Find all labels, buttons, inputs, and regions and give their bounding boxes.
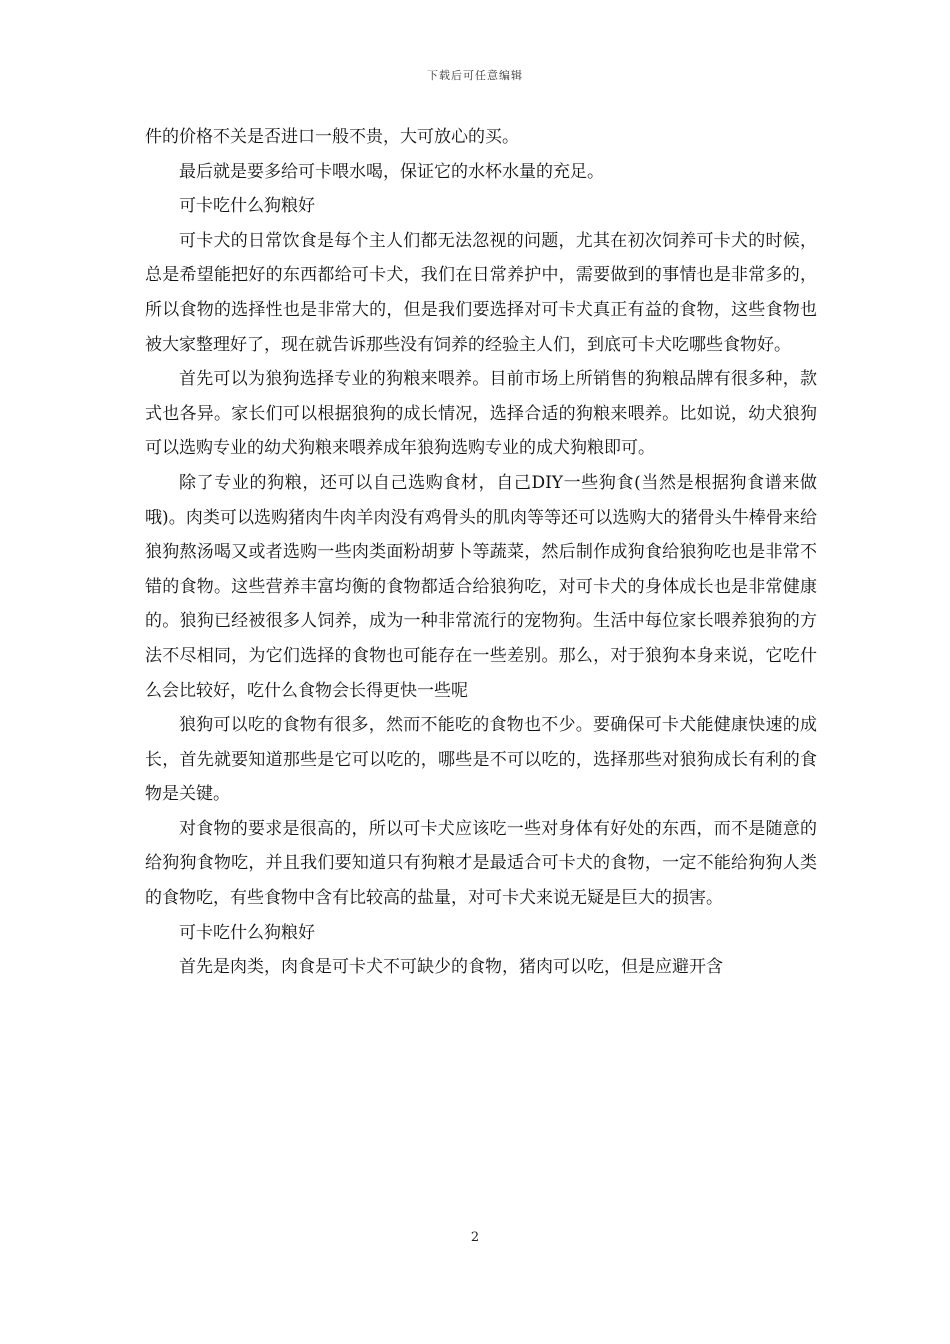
paragraph: 对食物的要求是很高的，所以可卡犬应该吃一些对身体有好处的东西，而不是随意的给狗狗食物吃，并且我们要知道只有狗粮才是最适合可卡犬的食物，一定不能给狗狗人类的食物吃，有些食物中含有比较高的盐量，对可卡犬来说无疑是巨大的损害。 [145,818,817,909]
paragraph: 最后就是要多给可卡喂水喝，保证它的水杯水量的充足。 [179,161,604,182]
paragraph-continuation: 件的价格不关是否进口一般不贵，大可放心的买。 [145,127,519,147]
paragraph: 首先是肉类，肉食是可卡犬不可缺少的食物，猪肉可以吃，但是应避开含 [179,957,723,978]
section-heading: 可卡吃什么狗粮好 [179,922,315,943]
paragraph: 狼狗可以吃的食物有很多，然而不能吃的食物也不少。要确保可卡犬能健康快速的成长，首先就要知道那些是它可以吃的，哪些是不可以吃的，选择那些对狼狗成长有利的食物是关键。 [145,715,817,805]
page-number: 2 [470,1230,480,1245]
paragraph: 首先可以为狼狗选择专业的狗粮来喂养。目前市场上所销售的狗粮品牌有很多种，款式也各异。家长们可以根据狼狗的成长情况，选择合适的狗粮来喂养。比如说，幼犬狼狗可以选购专业的幼犬狗粮来喂养成年狼狗选购专业的成犬狗粮即可。 [145,369,817,459]
page-header: 下载后可任意编辑 [427,69,523,82]
section-heading: 可卡吃什么狗粮好 [179,196,315,217]
paragraph: 可卡犬的日常饮食是每个主人们都无法忽视的问题，尤其在初次饲养可卡犬的时候，总是希望能把好的东西都给可卡犬，我们在日常养护中，需要做到的事情也是非常多的，所以食物的选择性也是非常大的，但是我们要选择对可卡犬真正有益的食物，这些食物也被大家整理好了，现在就告诉那些没有饲养的经验主人们，到底可卡犬吃哪些食物好。 [145,230,817,355]
paragraph: 除了专业的狗粮，还可以自己选购食材，自己DIY一些狗食(当然是根据狗食谱来做哦)。肉类可以选购猪肉牛肉羊肉没有鸡骨头的肌肉等等还可以选购大的猪骨头牛棒骨来给狼狗熬汤喝又或者选购一些肉类面粉胡萝卜等蔬菜，然后制作成狗食给狼狗吃也是非常不错的食物。这些营养丰富均衡的食物都适合给狼狗吃，对可卡犬的身体成长也是非常健康的。狼狗已经被很多人饲养，成为一种非常流行的宠物狗。生活中每位家长喂养狼狗的方法不尽相同，为它们选择的食物也可能存在一些差别。那么，对于狼狗本身来说，它吃什么会比较好，吃什么食物会长得更快一些呢 [145,472,817,701]
document-body [145,120,817,985]
